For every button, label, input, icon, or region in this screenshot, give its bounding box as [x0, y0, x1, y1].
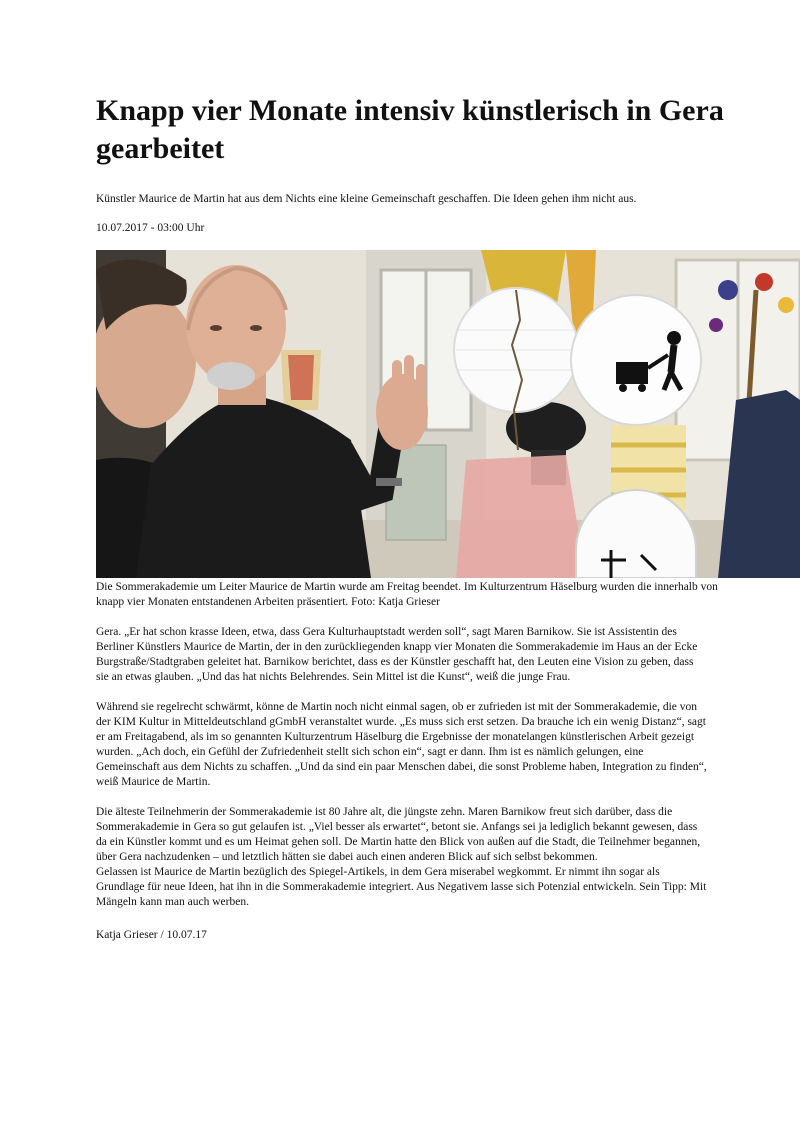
body-paragraph: Während sie regelrecht schwärmt, könne de Martin noch nicht einmal sagen, ob er zufrieden ist mit der Sommerakademie, die von der KIM Kultur in Mitteldeutschland gGmbH veranstaltet wurde. „Es muss sich erst setzen. Da brauche ich ein wenig Distanz“, sagt er am Freitagabend, als im so genannten Kulturzentrum Häselburg die Ergebnisse der monatelangen künstlerischen Arbeit gezeigt wurden. „Ach doch, ein Gefühl der Zufriedenheit stellt sich schon ein“, sagt er dann. Ihm ist es nämlich gelungen, eine Gemeinschaft aus dem Nichts zu schaffen. „Und da sind ein paar Menschen dabei, die sonst Probleme haben, Integration zu finden“, weiß Maurice de Martin.	[96, 701, 707, 788]
photo-caption: Die Sommerakademie um Leiter Maurice de Martin wurde am Freitag beendet. Im Kulturzentrum Häselburg wurden die innerhalb von knapp vier Monaten entstandenen Arbeiten präsentiert. Foto: Katja Grieser	[96, 581, 718, 608]
body-paragraph: Gera. „Er hat schon krasse Ideen, etwa, dass Gera Kulturhauptstadt werden soll“, sagt Maren Barnikow. Sie ist Assistentin des Berliner Künstlers Maurice de Martin, der in den zurückliegenden knapp vier Monaten die Sommerakademie im Haus an der Ecke Burgstraße/Stadtgraben geleitet hat. Barnikow berichtet, dass es der Künstler geschafft hat, den Leuten eine Vision zu geben, dass sie an etwas glauben. „Und das hat nichts Belehrendes. Sein Mittel ist die Kunst“, weiß die junge Frau.	[96, 626, 698, 683]
article-body	[96, 625, 708, 943]
article-photo	[96, 250, 800, 578]
article-dateline: 10.07.2017 - 03:00 Uhr	[96, 222, 205, 234]
body-paragraph: Die älteste Teilnehmerin der Sommerakademie ist 80 Jahre alt, die jüngste zehn. Maren Barnikow freut sich darüber, dass die Sommerakademie in Gera so gut gelaufen ist. „Viel besser als erwartet“, betont sie. Anfangs sei ja lediglich bekannt gewesen, dass da ein Künstler kommt und es um Heimat gehen soll. De Martin hatte den Blick von außen auf die Stadt, die Teilnehmer begannen, über Gera nachzudenken – und letztlich hätten sie dabei auch einen anderen Blick auf sich selbst bekommen.	[96, 806, 701, 863]
article-lead: Künstler Maurice de Martin hat aus dem Nichts eine kleine Gemeinschaft geschaffen. Die Ideen gehen ihm nicht aus.	[96, 193, 637, 205]
article-title: Knapp vier Monate intensiv künstlerisch in Gera gearbeitet	[96, 94, 724, 165]
photo-illustration	[96, 250, 800, 578]
body-paragraph: Gelassen ist Maurice de Martin bezüglich des Spiegel-Artikels, in dem Gera miserabel wegkommt. Er nimmt ihn sogar als Grundlage für neue Ideen, hat ihn in die Sommerakademie integriert. Aus Negativem lasse sich Potenzial entwickeln. Sein Tipp: Mit Mängeln kann man auch werben.	[96, 866, 707, 908]
article-byline: Katja Grieser / 10.07.17	[96, 929, 207, 941]
